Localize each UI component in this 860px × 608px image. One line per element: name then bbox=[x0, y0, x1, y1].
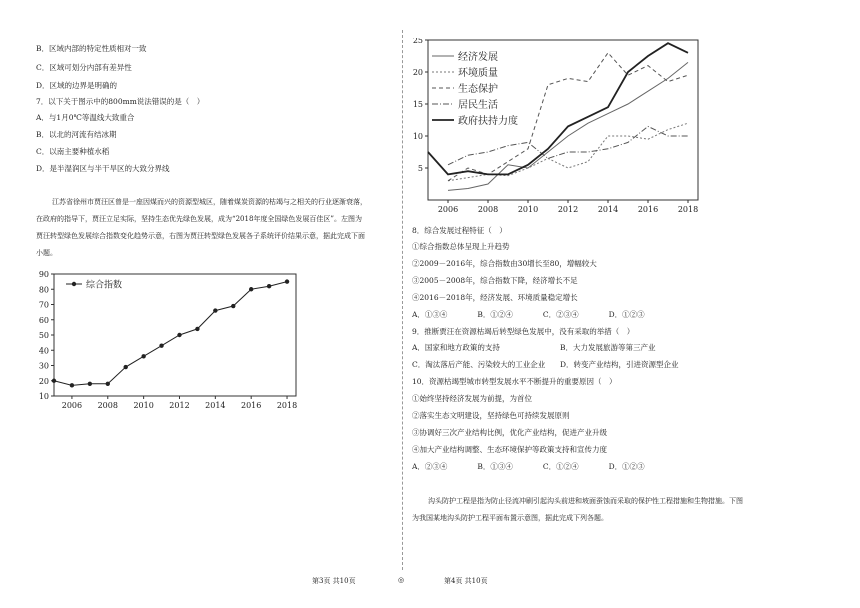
option-d-q9: D．转变产业结构，引进资源型企业 bbox=[560, 360, 679, 369]
y-tick-label: 20 bbox=[412, 68, 423, 77]
plot-frame bbox=[54, 274, 296, 396]
choices-q8: A．①③④ B．①②④ C．②③④ D．①②③ bbox=[412, 310, 645, 319]
y-tick-label: 15 bbox=[412, 100, 423, 109]
statement-1: ①综合指数总体呈现上升趋势 bbox=[412, 242, 510, 251]
x-tick-label: 2006 bbox=[437, 205, 459, 214]
data-point bbox=[159, 343, 163, 347]
x-tick-label: 2012 bbox=[557, 205, 579, 214]
passage-line-3: 贾汪转型绿色发展综合指数变化趋势示意，右图为贾汪转型绿色发展各子系统评价结果示意，据此完成下面 bbox=[36, 232, 365, 240]
y-tick-label: 20 bbox=[38, 376, 49, 386]
statement-10-2: ②落实生态文明建设，坚持绿色可持续发展原则 bbox=[412, 411, 570, 420]
option-c-q7: C．以南主要种植水稻 bbox=[36, 147, 110, 156]
x-tick-label: 2018 bbox=[276, 401, 298, 410]
option-c-q9: C．淘汰落后产能、污染较大的工业企业 bbox=[412, 360, 546, 369]
x-tick-label: 2014 bbox=[205, 401, 226, 410]
data-point bbox=[267, 284, 271, 288]
page-number-left: 第3页 共10页 bbox=[312, 577, 356, 585]
option-d-q7: D．是半湿润区与半干旱区的大致分界线 bbox=[36, 164, 170, 173]
column-divider bbox=[402, 30, 403, 570]
y-tick-label: 25 bbox=[412, 38, 423, 45]
y-tick-label: 50 bbox=[38, 331, 49, 340]
passage2-line-2: 为我国某地沟头防护工程平面布置示意图，据此完成下列各题。 bbox=[412, 514, 608, 522]
y-tick-label: 60 bbox=[38, 315, 49, 325]
option-b-q9: B．大力发展旅游等第三产业 bbox=[560, 343, 656, 352]
y-tick-label: 10 bbox=[412, 132, 423, 141]
y-tick-label: 40 bbox=[38, 346, 49, 356]
y-tick-label: 80 bbox=[38, 285, 49, 295]
legend-marker bbox=[72, 282, 76, 286]
page-number-right: 第4页 共10页 bbox=[444, 577, 488, 585]
data-point bbox=[195, 327, 199, 331]
option-b-q6: B．区域内部的特定性质相对一致 bbox=[36, 44, 147, 53]
data-point bbox=[52, 379, 56, 383]
choices-q10: A．②③④ B．①③④ C．①②④ D．①②③ bbox=[412, 462, 645, 471]
x-tick-label: 2016 bbox=[241, 401, 262, 410]
option-a-q9: A．国家和地方政策的支持 bbox=[412, 343, 500, 352]
passage2-line-1: 沟头防护工程是指为防止径流冲刷引起沟头前进和坡面蚕蚀而采取的保护性工程措施和生物措施。下图 bbox=[428, 497, 743, 505]
data-point bbox=[285, 279, 289, 283]
footer-center-mark: ◎ bbox=[398, 576, 405, 584]
y-tick-label: 5 bbox=[417, 164, 423, 173]
y-tick-label: 10 bbox=[38, 392, 49, 401]
data-point bbox=[124, 365, 128, 369]
question-10: 10．资源枯竭型城市转型发展水平不断提升的重要原因（ ） bbox=[412, 377, 617, 386]
x-tick-label: 2006 bbox=[61, 401, 83, 410]
x-tick-label: 2010 bbox=[133, 401, 154, 410]
x-tick-label: 2008 bbox=[477, 205, 499, 214]
passage-line-4: 小题。 bbox=[36, 249, 57, 257]
passage-line-2: 在政府的指导下，贾汪立足实际，坚持生态优先绿色发展，成为“2018年度全国绿色发展百佳区”。左图为 bbox=[36, 215, 362, 223]
statement-3: ③2005－2008年，综合指数下降，经济增长不足 bbox=[412, 276, 578, 285]
legend-label: 政府扶持力度 bbox=[458, 115, 518, 127]
data-point bbox=[213, 308, 217, 312]
option-b-q7: B．以北的河流有结冰期 bbox=[36, 130, 117, 139]
data-point bbox=[177, 333, 181, 337]
series-line bbox=[448, 123, 688, 181]
option-d-q6: D．区域的边界是明确的 bbox=[36, 81, 118, 90]
y-tick-label: 90 bbox=[38, 270, 49, 279]
data-point bbox=[141, 354, 145, 358]
series-line bbox=[54, 282, 287, 386]
option-c-q6: C．区域可划分内部有差异性 bbox=[36, 63, 132, 72]
y-tick-label: 30 bbox=[38, 361, 49, 371]
data-point bbox=[249, 287, 253, 291]
legend-label: 环境质量 bbox=[458, 67, 498, 79]
statement-10-4: ④加大产业结构调整、生态环境保护等政策支持和宣传力度 bbox=[412, 445, 607, 454]
x-tick-label: 2010 bbox=[517, 205, 539, 214]
question-9: 9．推断贾汪在资源枯竭后转型绿色发展中，没有采取的举措（ ） bbox=[412, 327, 635, 336]
data-point bbox=[70, 383, 74, 387]
question-7: 7．以下关于图示中的800mm说法错误的是（ ） bbox=[36, 97, 205, 106]
question-8: 8．综合发展过程特征（ ） bbox=[412, 226, 507, 235]
composite-index-chart bbox=[28, 268, 308, 418]
legend-label: 经济发展 bbox=[458, 51, 498, 63]
series-line bbox=[448, 126, 688, 164]
x-tick-label: 2008 bbox=[97, 401, 118, 410]
option-a-q7: A．与1月0℃等温线大致重合 bbox=[36, 113, 135, 122]
statement-10-1: ①始终坚持经济发展为前提，为首位 bbox=[412, 394, 532, 403]
x-tick-label: 2016 bbox=[637, 205, 659, 214]
x-tick-label: 2014 bbox=[597, 205, 619, 214]
legend-label: 综合指数 bbox=[86, 280, 123, 291]
legend-label: 生态保护 bbox=[458, 83, 498, 95]
data-point bbox=[231, 304, 235, 308]
data-point bbox=[106, 382, 110, 386]
statement-4: ④2016－2018年，经济发展、环境质量稳定增长 bbox=[412, 293, 578, 302]
passage-line-1: 江苏省徐州市贾汪区曾是一座因煤而兴的资源型城区，随着煤炭资源的枯竭与之相关的行业逐渐衰落， bbox=[52, 198, 367, 206]
legend-label: 居民生活 bbox=[458, 99, 498, 111]
subsystem-evaluation-chart bbox=[410, 38, 710, 220]
y-tick-label: 70 bbox=[38, 300, 49, 310]
x-tick-label: 2018 bbox=[677, 205, 699, 214]
statement-2: ②2009－2016年，综合指数由30增长至80，增幅较大 bbox=[412, 259, 597, 268]
data-point bbox=[88, 382, 92, 386]
statement-10-3: ③协调好三次产业结构比例，优化产业结构，促进产业升级 bbox=[412, 428, 607, 437]
x-tick-label: 2012 bbox=[169, 401, 190, 410]
